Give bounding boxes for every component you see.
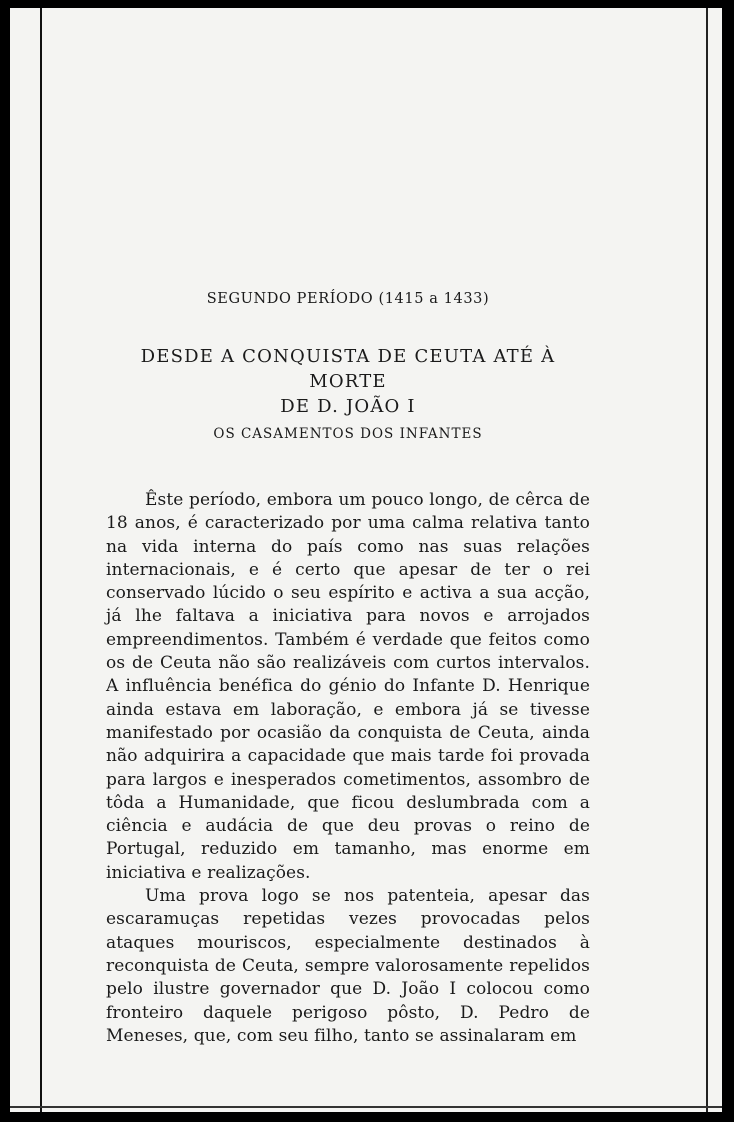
- chapter-title-line-2: DE D. JOÃO I: [280, 396, 416, 417]
- scanned-page: [10, 8, 722, 1112]
- chapter-title: [106, 344, 590, 419]
- page-border-left: [40, 8, 42, 1112]
- chapter-title-line-1: DESDE A CONQUISTA DE CEUTA ATÉ À MORTE: [140, 346, 556, 392]
- period-heading: SEGUNDO PERÍODO (1415 a 1433): [206, 291, 490, 307]
- page-border-right: [706, 8, 708, 1112]
- body-text: [106, 489, 590, 1048]
- paragraph: Êste período, embora um pouco longo, de cêrca de 18 anos, é caracterizado por uma calma relativa tanto na vida interna do país como nas suas relações internacionais, e é certo que apesar de ter o rei conservado lúcido o seu espírito e activa a sua acção, já lhe faltava a iniciativa para novos e arrojados empreendimentos. Também é verdade que feitos como os de Ceuta não são realizáveis com curtos intervalos. A influência benéfica do génio do Infante D. Henrique ainda estava em laboração, e embora já se tivesse manifestado por ocasião da conquista de Ceuta, ainda não adquirira a capacidade que mais tarde foi provada para largos e inesperados cometimentos, assombro de tôda a Humanidade, que ficou deslumbrada com a ciência e audácia de que deu provas o reino de Portugal, reduzido em tamanho, mas enorme em iniciativa e realizações.: [106, 490, 590, 883]
- paragraph: Uma prova logo se nos patenteia, apesar das escaramuças repetidas vezes provocadas pelos ataques mouriscos, especialmente destinados à reconquista de Ceuta, sempre valorosamente repelidos pelo ilustre governador que D. João I colocou como fronteiro daquele perigoso pôsto, D. Pedro de Meneses, que, com seu filho, tanto se assinalaram em: [106, 886, 590, 1046]
- page-border-bottom: [10, 1106, 722, 1108]
- section-title: OS CASAMENTOS DOS INFANTES: [213, 426, 483, 442]
